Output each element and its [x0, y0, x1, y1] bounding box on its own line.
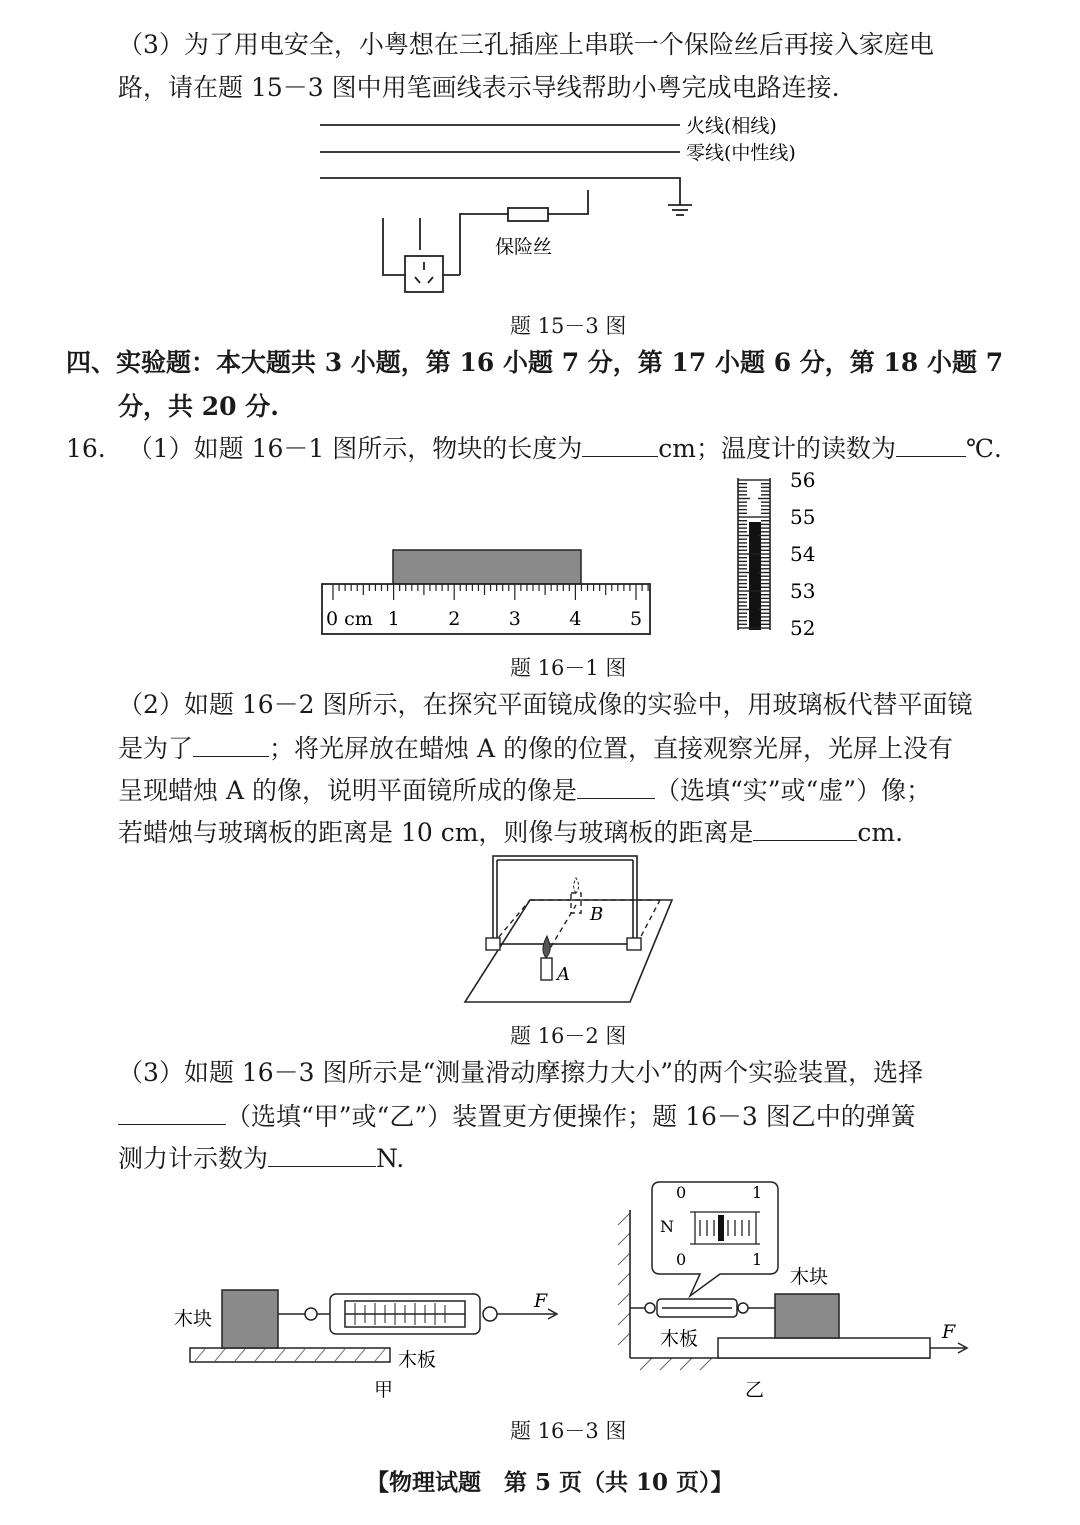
q15-3-line1: （3）为了用电安全，小粤想在三孔插座上串联一个保险丝后再接入家庭电	[118, 30, 934, 59]
caption-16-3: 题 16－3 图	[510, 1419, 627, 1443]
label-board-jia: 木板	[398, 1349, 437, 1371]
scale-one-top: 1	[752, 1183, 763, 1202]
q15-3-line2: 路，请在题 15－3 图中用笔画线表示导线帮助小粤完成电路连接.	[118, 73, 840, 102]
label-jia: 甲	[374, 1379, 394, 1401]
ruler-label: 3	[508, 608, 521, 630]
live-wire-label: 火线(相线)	[686, 115, 777, 137]
q16-2-line3-b: （选填“实”或“虚”）像；	[654, 776, 932, 805]
ruler-label: 0 cm	[326, 608, 373, 630]
wood-board-yi	[718, 1338, 930, 1358]
scale-zero-top: 0	[676, 1183, 687, 1202]
question-number: 16.	[66, 434, 106, 463]
q16-3-line3-a: 测力计示数为	[118, 1144, 269, 1173]
q16-1-text-b: cm；温度计的读数为	[658, 434, 896, 463]
section4-heading-line1: 四、实验题：本大题共 3 小题，第 16 小题 7 分，第 17 小题 6 分，第 18 小题 7	[66, 348, 1004, 377]
q16-2-line4-a: 若蜡烛与玻璃板的距离是 10 cm，则像与玻璃板的距离是	[118, 818, 754, 847]
q16-3-line3-b: N.	[376, 1144, 405, 1173]
q16-2-line2-b: ；将光屏放在蜡烛 A 的像的位置，直接观察光屏，光屏上没有	[269, 734, 953, 763]
q16-2-line3-a: 呈现蜡烛 A 的像，说明平面镜所成的像是	[118, 776, 577, 805]
scale-zero-bottom: 0	[676, 1250, 687, 1269]
thermometer-label: 55	[790, 505, 816, 529]
ruler-label: 5	[630, 608, 643, 630]
q16-2-line2-a: 是为了	[118, 734, 194, 763]
caption-16-1: 题 16－1 图	[510, 656, 627, 680]
label-force-jia: F	[534, 1290, 548, 1312]
neutral-wire-label: 零线(中性线)	[686, 142, 796, 164]
page-footer: 【物理试题 第 5 页（共 10 页）】	[366, 1469, 734, 1496]
label-block-yi: 木块	[790, 1266, 829, 1288]
ruler-label: 4	[569, 608, 582, 630]
q16-2-line4-b: cm.	[857, 818, 904, 847]
ruler-label: 2	[448, 608, 461, 630]
wood-block-jia	[222, 1290, 278, 1348]
thermometer-label: 52	[790, 616, 816, 640]
thermometer-label: 54	[790, 542, 816, 566]
label-force-yi: F	[942, 1321, 956, 1343]
scale-one-bottom: 1	[752, 1250, 763, 1269]
q16-1-text-c: ℃.	[965, 434, 1002, 463]
label-board-yi: 木板	[660, 1328, 699, 1350]
thermometer-label: 53	[790, 579, 816, 603]
caption-16-2: 题 16－2 图	[510, 1024, 627, 1048]
scale-pointer	[718, 1215, 724, 1241]
label-candle-b: B	[590, 904, 604, 925]
label-candle-a: A	[557, 964, 570, 985]
q16-3-line2-b: （选填“甲”或“乙”）装置更方便操作；题 16－3 图乙中的弹簧	[226, 1102, 916, 1131]
scale-unit-n: N	[660, 1217, 674, 1236]
caption-15-3: 题 15－3 图	[510, 314, 627, 338]
thermometer-label: 56	[790, 468, 816, 492]
fuse-label: 保险丝	[495, 236, 553, 258]
wood-block-yi	[775, 1294, 839, 1338]
q16-3-line1: （3）如题 16－3 图所示是“测量滑动摩擦力大小”的两个实验装置，选择	[118, 1058, 924, 1087]
ruler-label: 1	[387, 608, 400, 630]
q16-1-text-a: （1）如题 16－1 图所示，物块的长度为	[127, 434, 583, 463]
label-yi: 乙	[745, 1379, 765, 1401]
label-block-jia: 木块	[174, 1308, 213, 1330]
q16-2-line1: （2）如题 16－2 图所示，在探究平面镜成像的实验中，用玻璃板代替平面镜	[118, 690, 973, 719]
section4-heading-line2: 分，共 20 分.	[118, 392, 279, 421]
